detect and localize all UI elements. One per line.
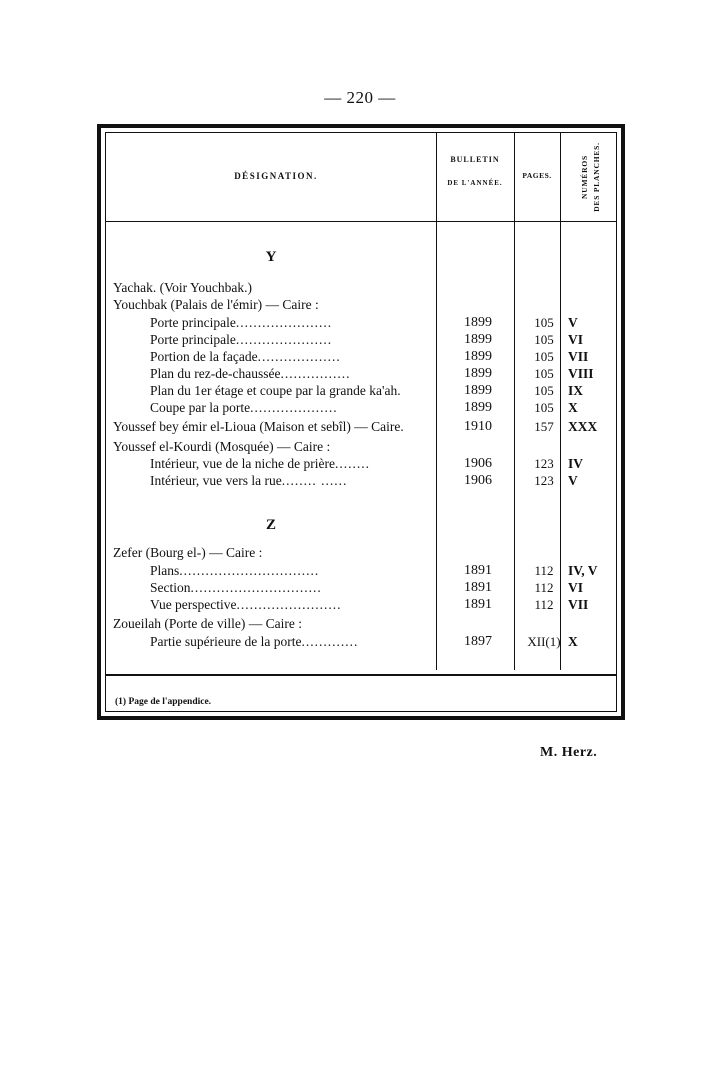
row-designation: Zefer (Bourg el-) — Caire :: [113, 545, 263, 560]
row-designation: Portion de la façade...................: [150, 349, 341, 364]
index-row: [106, 418, 626, 435]
dot-leader: ....................: [250, 400, 338, 415]
dot-leader: ...................: [257, 349, 341, 364]
index-row: [106, 365, 626, 382]
index-row: [106, 596, 626, 613]
row-designation: Intérieur, vue de la niche de prière........: [150, 456, 370, 471]
dot-leader: .............: [301, 634, 359, 649]
row-designation: Youssef el-Kourdi (Mosquée) — Caire :: [113, 439, 331, 454]
row-plate: X: [568, 634, 578, 649]
index-row: [106, 382, 626, 399]
dot-leader: ........................: [236, 597, 342, 612]
row-plate: VIII: [568, 366, 594, 381]
index-row: [106, 348, 626, 365]
row-designation: Zoueilah (Porte de ville) — Caire :: [113, 616, 302, 631]
row-year: 1891: [464, 580, 492, 595]
row-designation: Plan du rez-de-chaussée................: [150, 366, 351, 381]
row-page: 105: [534, 366, 554, 381]
index-table: [105, 132, 617, 712]
header-bulletin-line2: DE L'ANNÉE.: [447, 178, 503, 187]
index-row: [106, 399, 626, 416]
row-designation: Porte principale......................: [150, 332, 333, 347]
header-numeros-line1: NUMÉROS: [580, 155, 589, 199]
row-plate: V: [568, 315, 578, 330]
dot-leader: ......................: [235, 332, 333, 347]
row-page: 105: [534, 315, 554, 330]
row-year: 1899: [464, 366, 492, 381]
dot-leader: ................................: [179, 563, 320, 578]
row-page: 105: [534, 400, 554, 415]
row-designation: Plans................................: [150, 563, 320, 578]
dot-leader: ................: [280, 366, 351, 381]
row-plate: IX: [568, 383, 584, 398]
row-year: 1891: [464, 597, 492, 612]
row-designation: Vue perspective........................: [150, 597, 342, 612]
row-designation: Intérieur, vue vers la rue........ ......: [150, 473, 348, 488]
row-plate: IV: [568, 456, 584, 471]
row-year: 1897: [464, 634, 492, 649]
row-designation: Yachak. (Voir Youchbak.): [113, 280, 253, 295]
index-row: [106, 296, 626, 313]
row-plate: V: [568, 473, 578, 488]
row-designation: Porte principale......................: [150, 315, 333, 330]
row-plate: VI: [568, 332, 584, 347]
row-designation: Plan du 1er étage et coupe par la grande ka'ah.: [150, 383, 401, 398]
row-year: 1906: [464, 473, 492, 488]
row-page: 105: [534, 383, 554, 398]
row-page: 105: [534, 349, 554, 364]
index-row: [106, 279, 626, 296]
index-table-frame: [97, 124, 625, 720]
index-row: [106, 633, 626, 650]
row-page: 105: [534, 332, 554, 347]
footnote: (1) Page de l'appendice.: [115, 697, 212, 707]
row-designation: Coupe par la porte....................: [150, 400, 338, 415]
author-signature: M. Herz.: [540, 745, 598, 760]
page-number: — 220 —: [324, 88, 396, 107]
header-numeros: [561, 137, 621, 217]
header-bulletin-line1: BULLETIN: [450, 155, 500, 164]
row-year: 1910: [464, 419, 492, 434]
row-page: 123: [534, 473, 554, 488]
row-year: 1891: [464, 563, 492, 578]
footnote-divider: [106, 674, 616, 676]
row-page: 112: [534, 563, 554, 578]
dot-leader: ..............................: [190, 580, 322, 595]
row-designation: Youssef bey émir el-Lioua (Maison et sebîl) — Caire.: [113, 419, 404, 434]
section-letter-y: Y: [265, 249, 277, 265]
row-year: 1906: [464, 456, 492, 471]
index-row: [106, 472, 626, 489]
row-plate: VI: [568, 580, 584, 595]
row-year: 1899: [464, 383, 492, 398]
row-page: XII(1): [527, 634, 561, 649]
row-plate: VII: [568, 349, 589, 364]
header-designation: DÉSIGNATION.: [234, 171, 318, 181]
row-plate: X: [568, 400, 578, 415]
dot-leader: ........ ......: [281, 473, 348, 488]
row-designation: Youchbak (Palais de l'émir) — Caire :: [113, 297, 319, 312]
header-bulletin: [438, 155, 512, 187]
row-plate: VII: [568, 597, 589, 612]
row-plate: IV, V: [568, 563, 598, 578]
header-pages: PAGES.: [522, 171, 552, 180]
row-year: 1899: [464, 332, 492, 347]
row-page: 157: [534, 419, 554, 434]
row-page: 112: [534, 597, 554, 612]
row-year: 1899: [464, 349, 492, 364]
index-row: [106, 455, 626, 472]
row-year: 1899: [464, 315, 492, 330]
row-plate: XXX: [568, 419, 598, 434]
dot-leader: ........: [335, 456, 370, 471]
row-year: 1899: [464, 400, 492, 415]
row-designation: Partie supérieure de la porte.............: [150, 634, 359, 649]
index-row: [106, 331, 626, 348]
row-page: 123: [534, 456, 554, 471]
index-row: [106, 438, 626, 455]
header-numeros-line2: DES PLANCHES.: [592, 142, 601, 212]
row-designation: Section..............................: [150, 580, 322, 595]
index-row: [106, 544, 626, 561]
index-row: [106, 314, 626, 331]
row-page: 112: [534, 580, 554, 595]
index-row: [106, 615, 626, 632]
header-divider: [106, 221, 616, 222]
index-row: [106, 579, 626, 596]
section-letter-z: Z: [265, 517, 276, 533]
dot-leader: ......................: [235, 315, 333, 330]
index-row: [106, 562, 626, 579]
